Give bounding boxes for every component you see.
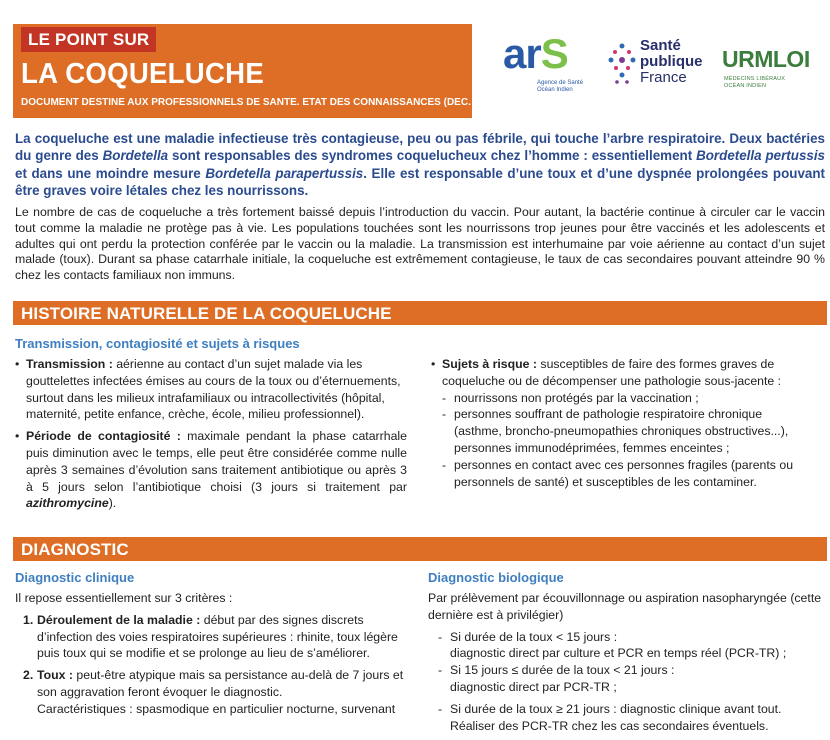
page-subtitle: DOCUMENT DESTINE AUX PROFESSIONNELS DE SANTE. ETAT DES CONNAISSANCES (DEC. 2017) <box>21 97 500 108</box>
contagiosite-item: • Période de contagiosité : maximale pendant la phase catarrhale puis diminution avec le temps, elle peut être considérée comme nulle après 3 semaines d’évolution sans traitement antibiotique ou après 3 à 5 jours selon l’antibiotique choisi (3 jours si traitement par azithromycine). <box>15 429 407 511</box>
intro-body: Le nombre de cas de coqueluche a très fortement baissé depuis l’introduction du vaccin. Pour autant, la bactérie continue à circuler car le vaccin tout comme la maladie ne protège pas à vie. Les populations touchées sont les nourrissons trop jeunes pour être vaccinés et les adolescents et adultes qui ont perdu la protection conférée par le vaccin ou la maladie. La transmission est interhumaine par voie aérienne au contact d’un sujet malade (toux). Durant sa phase catarrhale initiale, la coqueluche est extrêmement contagieuse, le taux de cas secondaires pouvant atteindre 90 % chez les contacts familiaux non immuns. <box>15 205 825 283</box>
section-heading-histoire: HISTOIRE NATURELLE DE LA COQUELUCHE <box>21 304 392 323</box>
histoire-left-column <box>15 356 407 512</box>
biologique-intro: Par prélèvement par écouvillonnage ou aspiration nasopharyngée (cette dernière est à privilégier) <box>428 591 822 622</box>
subheading-diagnostic-clinique: Diagnostic clinique <box>15 570 135 585</box>
section-bar-histoire <box>13 301 827 325</box>
subheading-transmission: Transmission, contagiosité et sujets à risques <box>15 336 300 351</box>
risk-list-item: - personnes souffrant de pathologie respiratoire chronique (asthme, broncho-pneumopathies chroniques obstructives...), personnes immunodéprimées, femmes enceintes ; <box>442 407 789 455</box>
sante-publique-dots-icon <box>608 40 636 90</box>
biologique-item: - Si durée de la toux ≥ 21 jours : diagnostic clinique avant tout. Réaliser des PCR-TR chez les cas secondaires éventuels. <box>438 701 782 733</box>
subheading-diagnostic-biologique: Diagnostic biologique <box>428 570 564 585</box>
page-title: LA COQUELUCHE <box>21 58 264 90</box>
section-heading-diagnostic: DIAGNOSTIC <box>21 540 129 559</box>
histoire-right-column <box>431 356 807 490</box>
clinique-intro: Il repose essentiellement sur 3 critères : <box>15 591 233 605</box>
intro-summary: La coqueluche est une maladie infectieuse très contagieuse, peu ou pas fébrile, qui touche l’arbre respiratoire. Deux bactéries du genre des Bordetella sont responsables des syndromes coquelucheux chez l’homme : essentiellement Bordetella pertussis et dans une moindre mesure Bordetella parapertussis. Elle est responsable d’une toux et d’une dyspnée prolongées pouvant être graves voire létales chez les nourrissons. <box>15 131 826 199</box>
biologique-item: - Si durée de la toux < 15 jours : diagnostic direct par culture et PCR en temps réel (PCR-TR) ; <box>438 629 787 661</box>
diagnostic-clinique-column <box>15 590 407 718</box>
risk-list-item: - personnes en contact avec ces personnes fragiles (parents ou personnels de santé) et susceptibles de les contaminer. <box>442 457 794 489</box>
urmloi-logo: URMLOI MÉDECINS LIBÉRAUX OCÉAN INDIEN <box>722 46 810 89</box>
sujets-risque-item: • Sujets à risque : susceptibles de faire des formes graves de coqueluche ou de décompenser une pathologie sous-jacente : <box>431 357 782 388</box>
clinique-criterion-1: 1. Déroulement de la maladie : début par des signes discrets d’infection des voies respiratoires supérieures : rhinite, toux légère puis toux qui se modifie et se prolonge au lieu de s’améliorer. <box>23 612 398 661</box>
clinique-criterion-2: 2. Toux : peut-être atypique mais sa persistance au-delà de 7 jours et son aggravation feront évoquer le diagnostic. Caractéristiques : spasmodique en particulier nocturne, survenant <box>23 668 404 716</box>
sante-publique-france-logo: Santé publique France <box>608 36 708 96</box>
transmission-item: • Transmission : aérienne au contact d’un sujet malade via les gouttelettes infectées émises au cours de la toux ou d’éternuements, surtout dans les milieux intrafamiliaux ou intracollectivités (hôpital, maternité, petite enfance, crèche, école, milieu professionnel). <box>15 357 401 422</box>
risk-list-item: - nourrissons non protégés par la vaccination ; <box>442 390 699 405</box>
section-bar-diagnostic <box>13 537 827 561</box>
diagnostic-biologique-column <box>428 590 824 734</box>
header-tag: LE POINT SUR <box>21 27 156 52</box>
ars-logo: arS Agence de Santé Océan Indien <box>503 30 584 93</box>
biologique-item: - Si 15 jours ≤ durée de la toux < 21 jours : diagnostic direct par PCR-TR ; <box>438 663 675 694</box>
